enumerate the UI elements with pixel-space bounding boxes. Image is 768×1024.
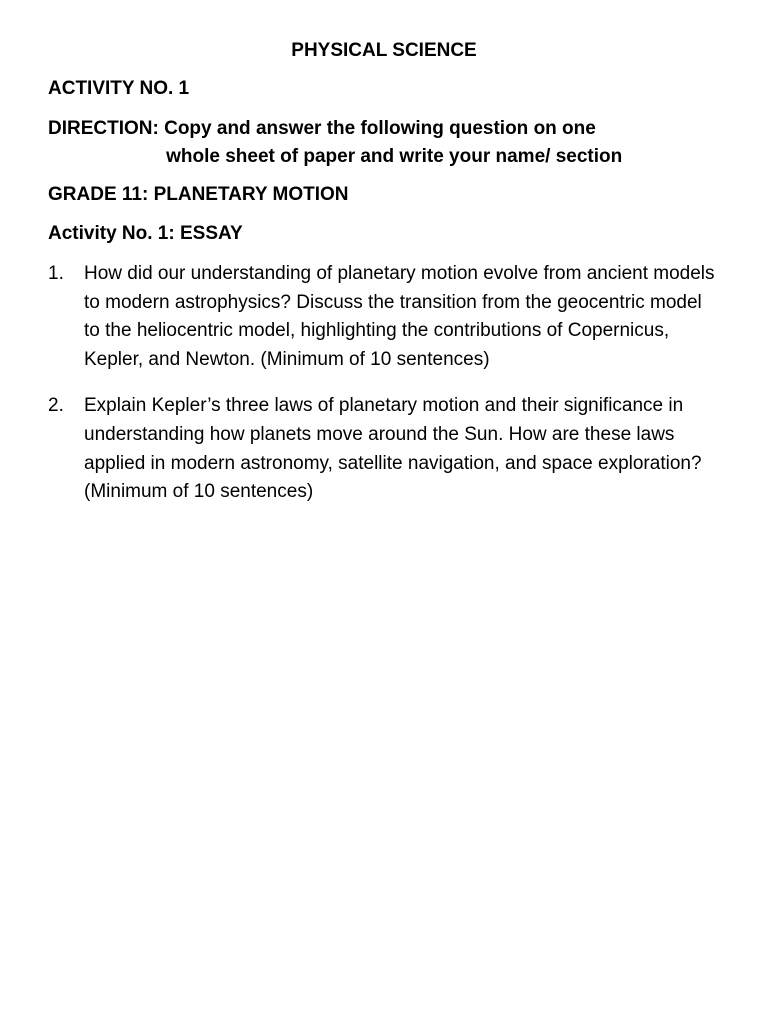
activity-number: ACTIVITY NO. 1 bbox=[48, 78, 190, 99]
direction-text bbox=[164, 115, 720, 171]
direction-block bbox=[48, 115, 720, 171]
question-item bbox=[48, 392, 720, 506]
activity-title: Activity No. 1: ESSAY bbox=[48, 223, 243, 244]
question-number: 2. bbox=[48, 395, 64, 417]
question-item bbox=[48, 260, 720, 374]
question-text: How did our understanding of planetary motion evolve from ancient models to modern astrophysics? Discuss the transition from the geocentric model to the heliocentric model, highlighting the contributions of Copernicus, Kepler, and Newton. (Minimum of 10 sentences) bbox=[84, 263, 715, 370]
direction-line-1: Copy and answer the following question on one bbox=[164, 118, 596, 139]
document-title: PHYSICAL SCIENCE bbox=[291, 40, 477, 61]
question-text: Explain Kepler’s three laws of planetary motion and their significance in understanding how planets move around the Sun. How are these laws applied in modern astronomy, satellite navigation, and space exploration? (Minimum of 10 sentences) bbox=[84, 395, 702, 503]
question-list bbox=[48, 260, 720, 507]
direction-line-2: whole sheet of paper and write your name/ section bbox=[166, 146, 623, 167]
grade-heading: GRADE 11: PLANETARY MOTION bbox=[48, 184, 349, 205]
direction-label: DIRECTION: bbox=[48, 118, 165, 139]
question-number: 1. bbox=[48, 263, 64, 284]
